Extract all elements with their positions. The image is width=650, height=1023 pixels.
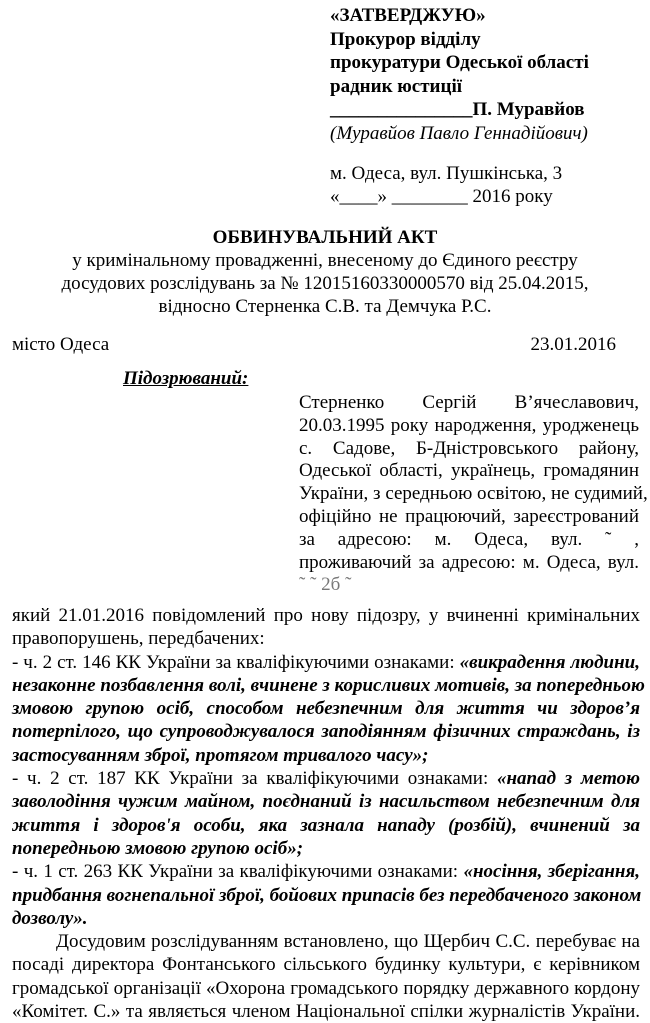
charge-2-line: попередньою змовою групою осіб»; [12,837,304,859]
suspect-line: Одеської області, українець, громадянин [299,460,639,482]
suspect-line: проживаючий за адресою: м. Одеса, вул. [299,551,639,573]
paragraph-line: Досудовим розслідуванням встановлено, що Щербич С.С. перебуває на [56,931,640,953]
suspect-line: с. Садове, Б-Дністровського району, [299,437,639,459]
body-line: який 21.01.2016 повідомлений про нову підозру, у вчиненні кримінальних [12,605,640,626]
document-place: місто Одеса [12,334,110,355]
charge-3-line [12,860,640,883]
charge-1-line: незаконне позбавлення волі, вчинене з корисливих мотивів, за попередньою [12,674,645,696]
body-line: правопорушень, передбачених: [12,628,265,650]
paragraph-line: громадської організації «Охорона громадського порядку державного кордону [12,977,640,999]
approval-heading: «ЗАТВЕРДЖУЮ» [330,5,486,26]
approval-fullname: (Муравйов Павло Геннадійович) [330,122,588,144]
charge-2-prefix: - ч. 2 ст. 187 КК України за кваліфікуючими ознаками: [12,768,489,790]
charge-3-prefix: - ч. 1 ст. 263 КК України за кваліфікуючими ознаками: [12,861,459,883]
charge-2-text: «напад з метою [497,768,640,790]
charge-2-line [12,767,640,790]
charge-2-line: життя і здоров'я особи, яка зазнала нападу (розбій), вчинений за [12,814,640,836]
approval-office: прокуратури Одеської області [330,52,589,74]
charge-1-line: змовою групою осіб, способом небезпечним для життя чи здоров’я [12,698,640,720]
approval-signature: _______________П. Муравйов [330,99,585,121]
charge-1-prefix: - ч. 2 ст. 146 КК України за кваліфікуючими ознаками: [12,651,455,673]
charge-3-text: «носіння, зберігання, [463,861,640,883]
approval-date-line: «____» ________ 2016 року [330,186,553,208]
charge-1-line: потерпілого, що супроводжувалося заподіянням фізичних страждань, із [12,721,640,743]
approval-address: м. Одеса, вул. Пушкінська, 3 [330,162,563,184]
charge-3-line: придбання вогнепальної зброї, бойових припасів без передбаченого законом [12,884,642,906]
charge-1-text: «викрадення людини, [459,651,640,673]
charge-1-line [12,651,640,674]
title-line-1: у кримінальному провадженні, внесеному до Єдиного реєстру [72,250,578,271]
suspect-label: Підозрюваний: [123,368,249,389]
charge-3-line: дозволу». [12,907,88,929]
suspect-line: України, з середньою освітою, не судимий, [299,483,648,505]
approval-block [330,4,589,209]
paragraph-line: посаді директора Фонтанського сільського будинку культури, є керівником [12,954,640,976]
suspect-line: 20.03.1995 року народження, уродженець [299,414,639,436]
approval-position: Прокурор відділу [330,28,481,50]
suspect-details [299,392,648,597]
charge-1-line: застосуванням зброї, протягом тривалого часу»; [12,744,429,766]
suspect-line: офіційно не працюючий, зареєстрований [299,505,639,527]
document-title-block [0,226,650,318]
title-line-2: досудових розслідувань за № 12015160330000570 від 25.04.2015, [61,273,589,294]
document-title: ОБВИНУВАЛЬНИЙ АКТ [212,227,438,248]
title-line-3: відносно Стерненка С.В. та Демчука Р.С. [158,296,492,317]
document-date: 23.01.2016 [530,334,616,355]
approval-rank: радник юстиції [330,75,463,97]
suspect-line: за адресою: м. Одеса, вул. ˜ , [299,528,639,550]
charge-2-line: заволодіння чужим майном, поєднаний із насильством небезпечним для [12,791,640,813]
suspect-line-redacted: ˜ ˜ 2б ˜ [299,574,352,596]
suspect-line: Стерненко Сергій В’ячеславович, [299,392,639,413]
paragraph-line: «Комітет. С.» та являється членом Національної спілки журналістів України. [12,1001,640,1023]
document-body [12,604,645,1023]
